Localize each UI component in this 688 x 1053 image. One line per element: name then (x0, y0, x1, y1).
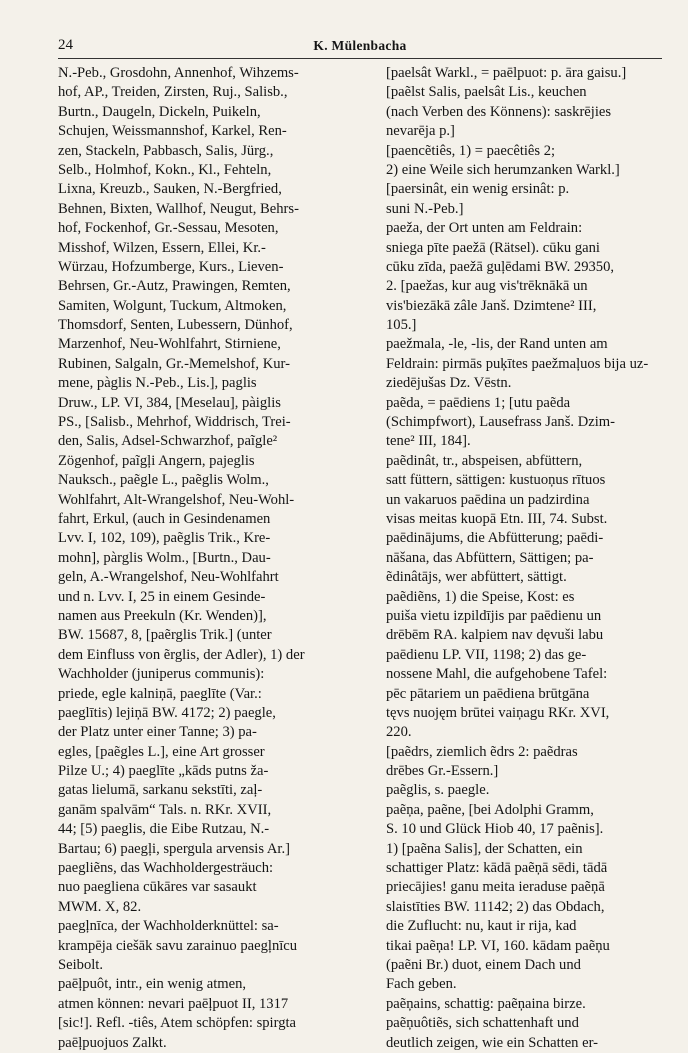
left-column-line: mohn], pàrglis Wolm., [Burtn., Dau- (58, 549, 271, 566)
right-column-line: tene² III, 184]. (386, 433, 471, 450)
right-column-line: 105.] (386, 317, 417, 334)
right-column-line: Feldrain: pirmās puķītes paežmaļuos bija uz- (386, 355, 649, 372)
left-column-line: BW. 15687, 8, [paẽrglis Trik.] (unter (58, 627, 272, 644)
left-column-line: paeglītis) lejiņā BW. 4172; 2) paegle, (58, 704, 276, 721)
right-column-line: suni N.-Peb.] (386, 200, 464, 217)
left-column-line: paegļnīca, der Wachholderknüttel: sa- (58, 918, 279, 935)
right-column-line: paeža, der Ort unten am Feldrain: (386, 220, 583, 237)
right-column-line: [paẽdrs, ziemlich ẽdrs 2: paẽdras (386, 743, 578, 760)
right-column-line: 1) [paẽna Salis], der Schatten, ein (386, 840, 583, 857)
right-column-line: paẽdinât, tr., abspeisen, abfüttern, (386, 452, 583, 469)
right-column-line: [paelsât Warkl., = paēlpuot: p. āra gaisu.] (386, 65, 627, 81)
left-column-line: Druw., LP. VI, 384, [Meselau], pàiglis (58, 394, 281, 411)
left-column-line: atmen können: nevari paēļpuot II, 1317 (58, 995, 289, 1012)
left-column-line: Behrsen, Gr.-Autz, Prawingen, Remten, (58, 278, 291, 295)
left-column-line: Marzenhof, Neu-Wohlfahrt, Stirniene, (58, 336, 281, 353)
right-column-line: 2. [paežas, kur aug vis'trēknākā un (386, 278, 588, 295)
left-column-line: fahrt, Erkul, (auch in Gesindenamen (58, 510, 271, 527)
right-column-line: paēdinājums, die Abfütterung; paēdi- (386, 530, 604, 547)
left-column-line: Lvv. I, 102, 109), paẽglis Trik., Kre- (58, 530, 271, 547)
left-column-line: priede, egle kalniņā, paeglīte (Var.: (58, 685, 262, 702)
right-column-line: slaistīties BW. 11142; 2) das Obdach, (386, 898, 605, 915)
left-column-line: Lixna, Kreuzb., Sauken, N.-Bergfried, (58, 181, 282, 198)
right-column-line: drēbes Gr.-Essern.] (386, 763, 499, 780)
right-column-line: 220. (386, 724, 412, 741)
left-column-line: hof, AP., Treiden, Zirsten, Ruj., Salisb., (58, 84, 288, 101)
right-column-line: paẽņains, schattig: paẽņaina birze. (386, 995, 586, 1012)
right-column-line: ziedējušas Dz. Vēstn. (386, 375, 512, 392)
left-column-line: PS., [Salisb., Mehrhof, Widdrisch, Trei- (58, 414, 291, 431)
left-column-line: der Platz unter einer Tanne; 3) pa- (58, 724, 257, 741)
left-column-line: paēļpuôt, intr., ein wenig atmen, (58, 976, 247, 993)
right-column-line: puiša vietu izpildījis par paēdienu un (386, 607, 602, 624)
page-header (58, 34, 662, 59)
right-column-line: [paẽlst Salis, paelsât Lis., keuchen (386, 84, 587, 101)
left-column-line: paēļpuojuos Zalkt. (58, 1034, 167, 1051)
right-column-line: Fach geben. (386, 976, 457, 993)
right-column-line: tikai paẽņa! LP. VI, 160. kādam paẽņu (386, 937, 610, 954)
left-column-line: Wohlfahrt, Alt-Wrangelshof, Neu-Wohl- (58, 491, 295, 508)
left-column-line: Würzau, Hofzumberge, Kurs., Lieven- (58, 258, 284, 275)
right-column-line: priecājies! ganu meita ieraduse paẽņā (386, 879, 605, 896)
left-column-line: Pilze U.; 4) paeglīte „kāds putns ža- (58, 763, 269, 780)
left-column-line: egles, [paẽgles L.], eine Art grosser (58, 743, 265, 760)
right-column-line: nossene Mahl, die aufgehobene Tafel: (386, 666, 608, 683)
left-column-line: nuo paegliena cūkāres var sasaukt (58, 879, 257, 896)
left-column-line: Samiten, Wolgunt, Tuckum, Altmoken, (58, 297, 287, 314)
left-column-line: Seibolt. (58, 956, 103, 973)
right-column-line: cūku zīda, paežā guļēdami BW. 29350, (386, 258, 615, 275)
right-column-line: paẽņuôtiẽs, sich schattenhaft und (386, 1015, 579, 1032)
right-column-line: un vakaruos paēdina un padzirdina (386, 491, 590, 508)
left-column-line: zen, Stackeln, Pabbasch, Salis, Jürg., (58, 142, 274, 159)
right-column-line: paežmala, -le, -lis, der Rand unten am (386, 336, 608, 353)
left-column-line: Wachholder (juniperus communis): (58, 666, 265, 683)
right-column (386, 64, 672, 1051)
left-column-line: ganām spalvām“ Tals. n. RKr. XVII, (58, 801, 272, 818)
left-column-line: hof, Fockenhof, Gr.-Sessau, Mesoten, (58, 220, 279, 237)
right-column-line: (Schimpfwort), Lausefrass Janš. Dzim- (386, 414, 615, 431)
right-column-line: schattiger Platz: kādā paẽņā sēdi, tādā (386, 860, 608, 877)
right-column-line: die Zuflucht: nu, kaut ir rija, kad (386, 918, 577, 935)
right-column-line: paẽda, = paēdiens 1; [utu paẽda (386, 394, 571, 411)
left-column-line: MWM. X, 82. (58, 898, 142, 915)
right-column-line: vis'biezākā zâle Janš. Dzimtene² III, (386, 297, 597, 314)
left-column-line: Schujen, Weissmannshof, Karkel, Ren- (58, 123, 287, 140)
left-column-line: Rubinen, Salgaln, Gr.-Memelshof, Kur- (58, 355, 290, 372)
left-column-line: 44; [5) paeglis, die Eibe Rutzau, N.- (58, 821, 270, 838)
left-column-line: Zögenhof, paĩgļi Angern, pajeglis (58, 452, 255, 469)
right-column-line: paẽglis, s. paegle. (386, 782, 490, 799)
left-column-line: N.-Peb., Grosdohn, Annenhof, Wihzems- (58, 65, 299, 81)
left-column-line: namen aus Preekuln (Kr. Wenden)], (58, 607, 267, 624)
running-title: K. Mülenbacha (313, 38, 407, 53)
right-column-line: tęvs nuojęm brūtei vaiņagu RKr. XVI, (386, 704, 610, 721)
left-column-line: Bartau; 6) paegļi, spergula arvensis Ar.] (58, 840, 290, 857)
right-column-line: (paẽni Br.) duot, einem Dach und (386, 956, 581, 973)
right-column-line: pēc pātariem un paēdiena brūtgāna (386, 685, 590, 702)
right-column-line: 2) eine Weile sich herumzanken Warkl.] (386, 161, 620, 178)
right-column-line: drēbēm RA. kalpiem nav dęvuši labu (386, 627, 604, 644)
left-column-line: krampēja ciešāk savu zarainuo paegļnīcu (58, 937, 298, 954)
left-column (58, 64, 348, 1051)
right-column-line: nevarēja p.] (386, 123, 455, 140)
left-column-line: Selb., Holmhof, Kokn., Kl., Fehteln, (58, 161, 272, 178)
right-column-line: nāšana, das Abfüttern, Sättigen; pa- (386, 549, 594, 566)
left-column-line: Burtn., Daugeln, Dickeln, Puikeln, (58, 103, 261, 120)
right-column-line: sniega pīte paežā (Rätsel). cūku gani (386, 239, 600, 256)
left-column-line: Misshof, Wilzen, Essern, Ellei, Kr.- (58, 239, 266, 256)
right-column-line: visas meitas kuopā Etn. III, 74. Subst. (386, 510, 608, 527)
left-column-line: geln, A.-Wrangelshof, Neu-Wohlfahrt (58, 569, 279, 586)
right-column-line: paẽdiẽns, 1) die Speise, Kost: es (386, 588, 575, 605)
right-column-line: paẽņa, paẽne, [bei Adolphi Gramm, (386, 801, 594, 818)
left-column-line: und n. Lvv. I, 25 in einem Gesinde- (58, 588, 266, 605)
right-column-line: ẽdinâtājs, wer abfüttert, sättigt. (386, 569, 567, 586)
right-column-line: satt füttern, sättigen: kustuoņus rītuos (386, 472, 606, 489)
page-number: 24 (58, 37, 73, 53)
left-column-line: dem Einfluss von ẽrglis, der Adler), 1) der (58, 646, 305, 663)
left-column-line: Nauksch., paẽgle L., paẽglis Wolm., (58, 472, 269, 489)
left-column-line: Thomsdorf, Senten, Lubessern, Dünhof, (58, 317, 293, 334)
left-column-line: den, Salis, Adsel-Schwarzhof, paĩgle² (58, 433, 278, 450)
right-column-line: [paersinât, ein wenig ersinât: p. (386, 181, 570, 198)
right-column-line: paēdienu LP. VII, 1198; 2) das ge- (386, 646, 587, 663)
left-column-line: [sic!]. Refl. -tiês, Atem schöpfen: spirgta (58, 1015, 297, 1032)
left-column-line: Behnen, Bixten, Wallhof, Neugut, Behrs- (58, 200, 299, 217)
right-column-line: S. 10 und Glück Hiob 40, 17 paẽnis]. (386, 821, 604, 838)
right-column-line: (nach Verben des Könnens): saskrējies (386, 103, 612, 120)
left-column-line: paegliẽns, das Wachholdergesträuch: (58, 860, 274, 877)
left-column-line: gatas lielumā, sarkanu sekstīti, zaļ- (58, 782, 263, 799)
right-column-line: [paencẽtiês, 1) = paecêtiês 2; (386, 142, 556, 159)
left-column-line: mene, pàglis N.-Peb., Lis.], paglis (58, 375, 257, 392)
right-column-line: deutlich zeigen, wie ein Schatten er- (386, 1034, 599, 1051)
